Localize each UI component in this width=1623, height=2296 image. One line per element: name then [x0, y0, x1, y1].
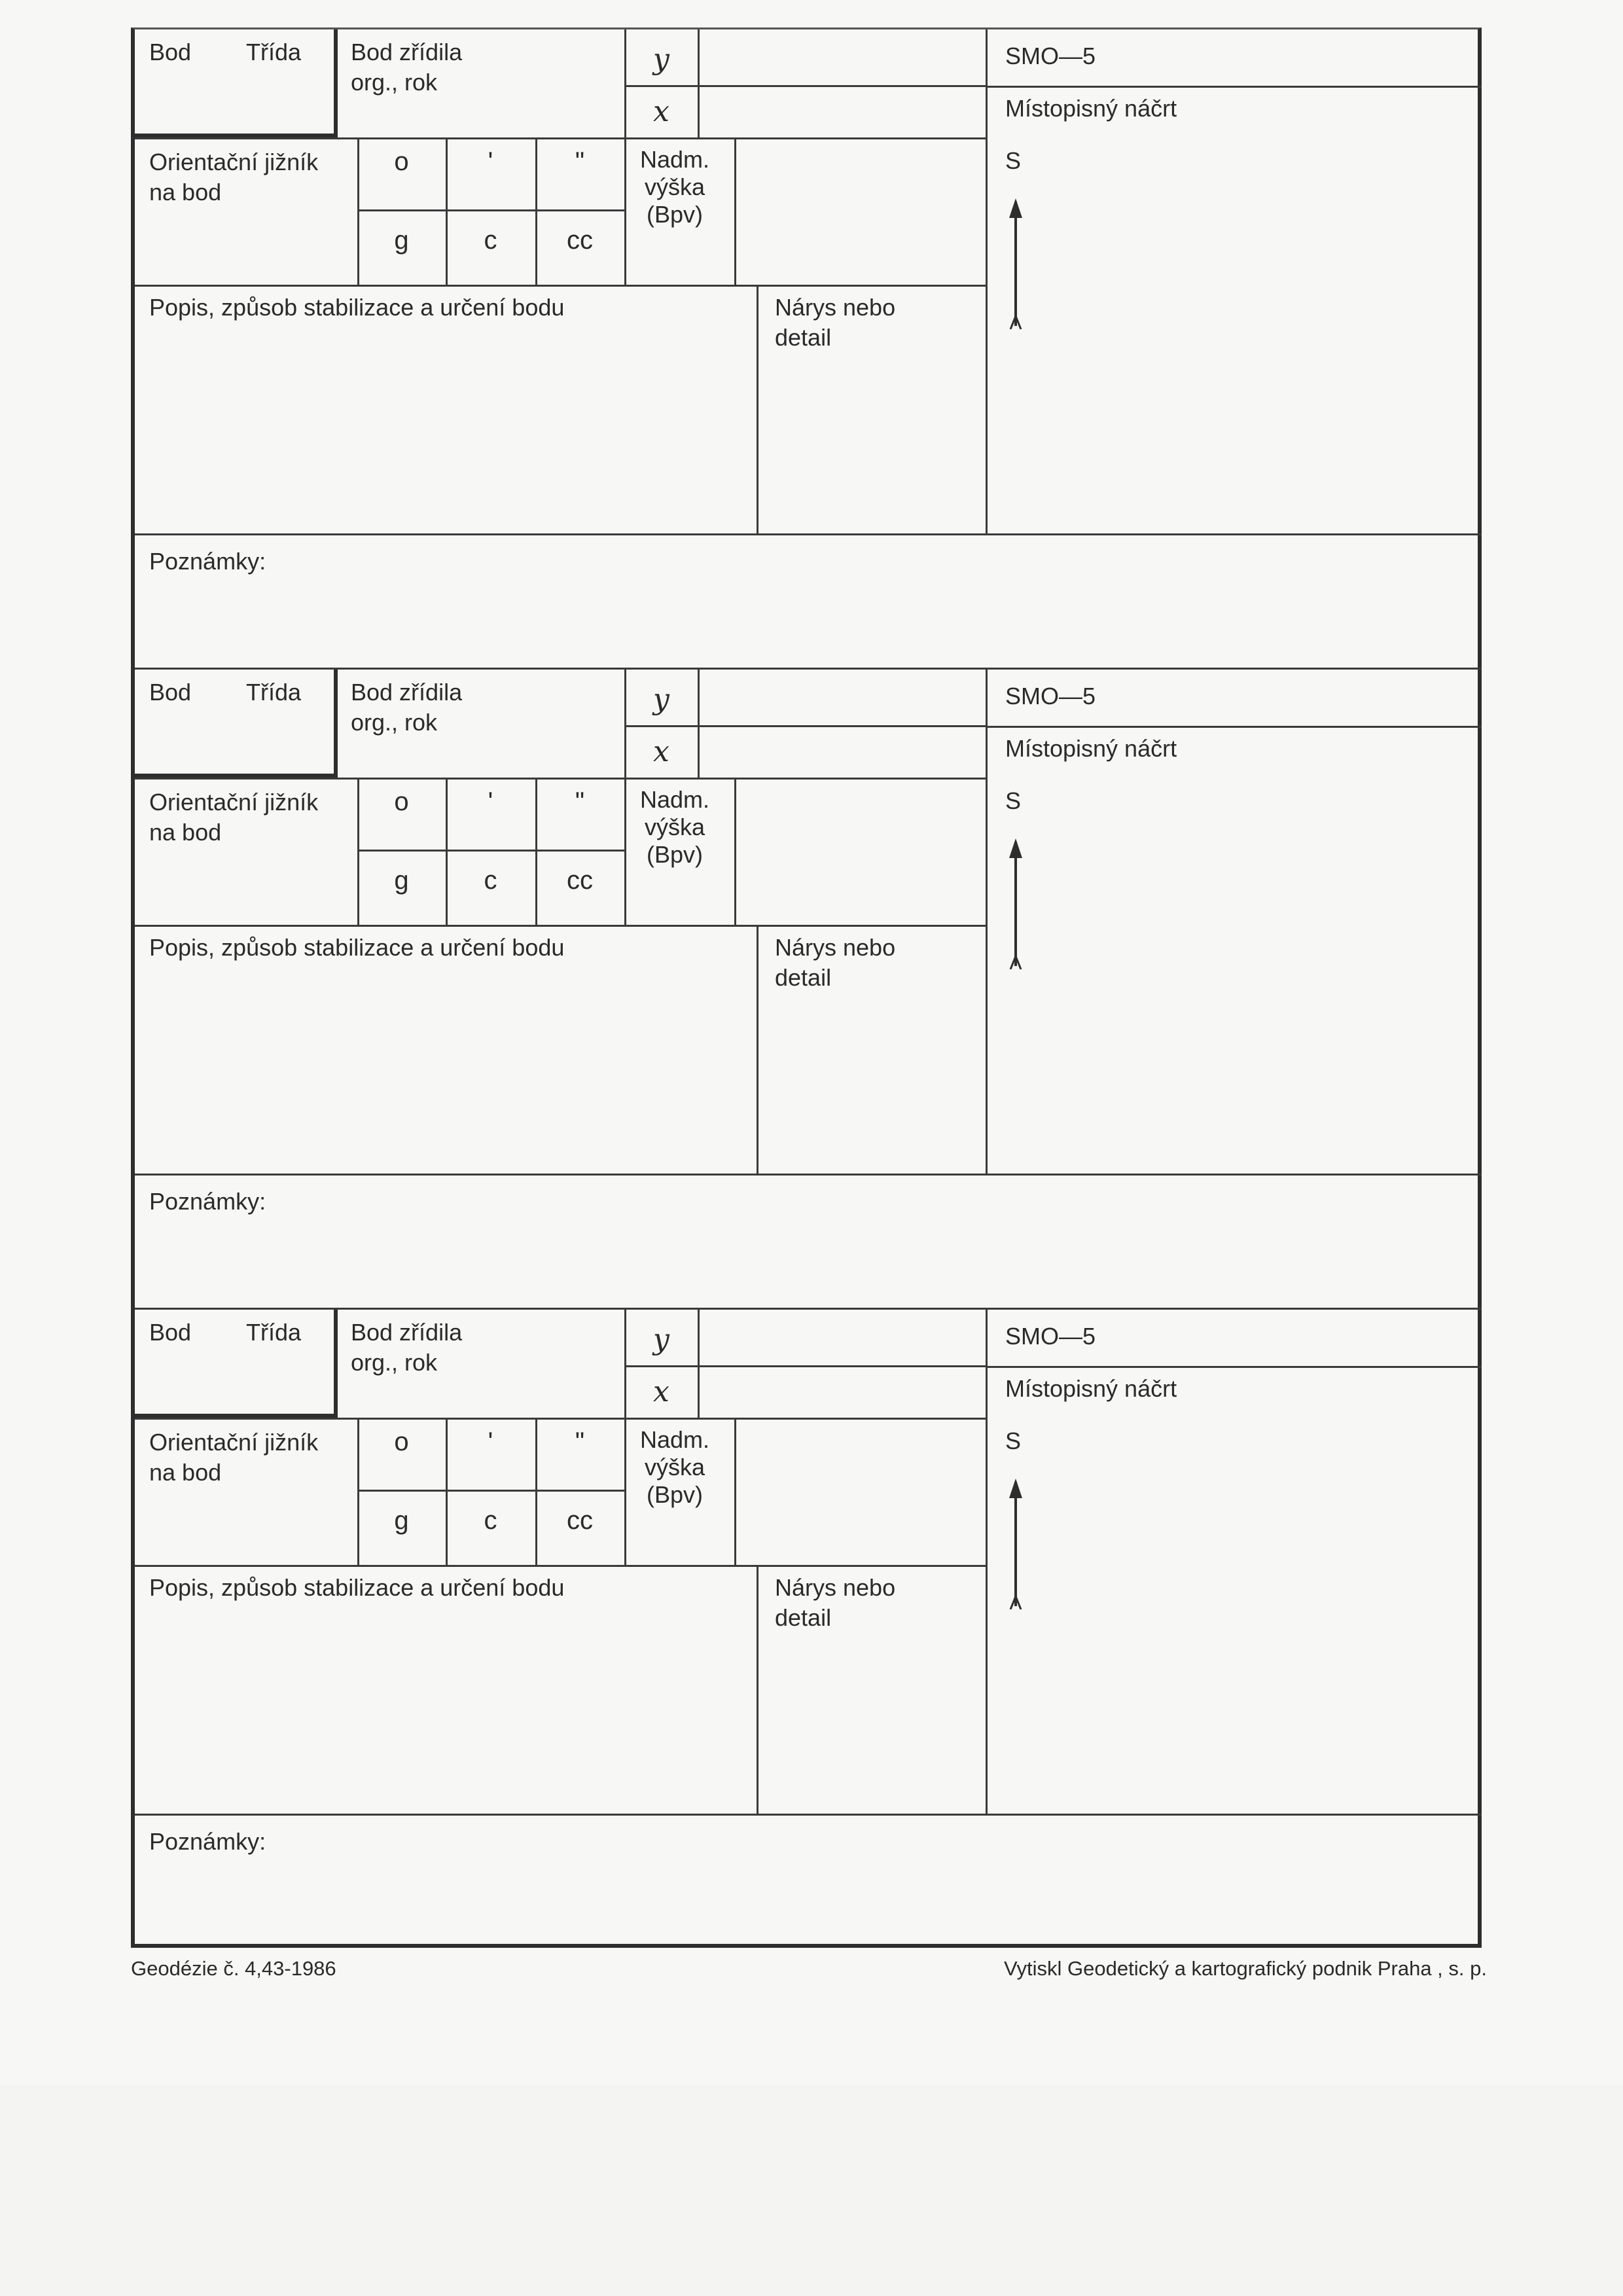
popis-label: Popis, způsob stabilizace a určení bodu	[149, 1574, 565, 1601]
narys-label: Nárys nebo detail	[775, 934, 896, 991]
north-label: S	[1005, 147, 1022, 174]
trida-label: Třída	[246, 679, 302, 706]
nadm-label: Nadm. výška (Bpv)	[640, 1426, 710, 1508]
north-label: S	[1005, 1427, 1022, 1454]
bod-label: Bod	[149, 1319, 192, 1346]
narys-label: Nárys nebo detail	[775, 294, 896, 351]
mistopis-label: Místopisný náčrt	[1005, 735, 1177, 762]
nadm-label: Nadm. výška (Bpv)	[640, 786, 710, 868]
poznamky-label: Poznámky:	[149, 1828, 266, 1855]
north-arrow-icon	[1003, 838, 1029, 969]
cc-symbol: cc	[567, 226, 593, 255]
orientacni-label: Orientační jižník na bod	[149, 149, 319, 206]
sec-symbol: "	[575, 147, 585, 176]
footer-left: Geodézie č. 4,43-1986	[131, 1957, 336, 1980]
zridila-label: Bod zřídila org., rok	[351, 39, 463, 96]
popis-label: Popis, způsob stabilizace a určení bodu	[149, 934, 565, 961]
g-symbol: g	[394, 1506, 409, 1535]
trida-label: Třída	[246, 39, 302, 65]
x-label: x	[653, 95, 669, 128]
poznamky-label: Poznámky:	[149, 1188, 266, 1215]
point-record-3	[135, 1310, 1482, 1950]
sec-symbol: "	[575, 1427, 585, 1456]
footer-right: Vytiskl Geodetický a kartografický podnik Praha , s. p.	[1003, 1957, 1487, 1980]
g-symbol: g	[394, 866, 409, 895]
nadm-label: Nadm. výška (Bpv)	[640, 146, 710, 228]
point-record-1	[135, 29, 1482, 670]
smo-label: SMO—5	[1005, 43, 1096, 69]
g-symbol: g	[394, 226, 409, 255]
c-symbol: c	[484, 866, 497, 895]
x-label: x	[653, 1375, 669, 1408]
deg-symbol: o	[394, 1427, 409, 1456]
form-frame	[131, 27, 1482, 1948]
cc-symbol: cc	[567, 866, 593, 895]
orientacni-label: Orientační jižník na bod	[149, 789, 319, 846]
point-record-2	[135, 670, 1482, 1310]
min-symbol: '	[488, 787, 493, 816]
c-symbol: c	[484, 1506, 497, 1535]
bod-label: Bod	[149, 39, 192, 65]
deg-symbol: o	[394, 787, 409, 816]
zridila-label: Bod zřídila org., rok	[351, 679, 463, 736]
north-arrow-icon	[1003, 198, 1029, 329]
zridila-label: Bod zřídila org., rok	[351, 1319, 463, 1376]
x-label: x	[653, 735, 669, 768]
poznamky-label: Poznámky:	[149, 548, 266, 575]
popis-label: Popis, způsob stabilizace a určení bodu	[149, 294, 565, 321]
narys-label: Nárys nebo detail	[775, 1574, 896, 1631]
cc-symbol: cc	[567, 1506, 593, 1535]
c-symbol: c	[484, 226, 497, 255]
y-label: y	[653, 43, 669, 76]
mistopis-label: Místopisný náčrt	[1005, 95, 1177, 122]
min-symbol: '	[488, 147, 493, 176]
smo-label: SMO—5	[1005, 1323, 1096, 1350]
trida-label: Třída	[246, 1319, 302, 1346]
mistopis-label: Místopisný náčrt	[1005, 1375, 1177, 1402]
north-arrow-icon	[1003, 1479, 1029, 1609]
y-label: y	[653, 1323, 669, 1356]
y-label: y	[653, 683, 669, 716]
deg-symbol: o	[394, 147, 409, 176]
bod-label: Bod	[149, 679, 192, 706]
min-symbol: '	[488, 1427, 493, 1456]
smo-label: SMO—5	[1005, 683, 1096, 709]
orientacni-label: Orientační jižník na bod	[149, 1429, 319, 1486]
north-label: S	[1005, 787, 1022, 814]
sec-symbol: "	[575, 787, 585, 816]
